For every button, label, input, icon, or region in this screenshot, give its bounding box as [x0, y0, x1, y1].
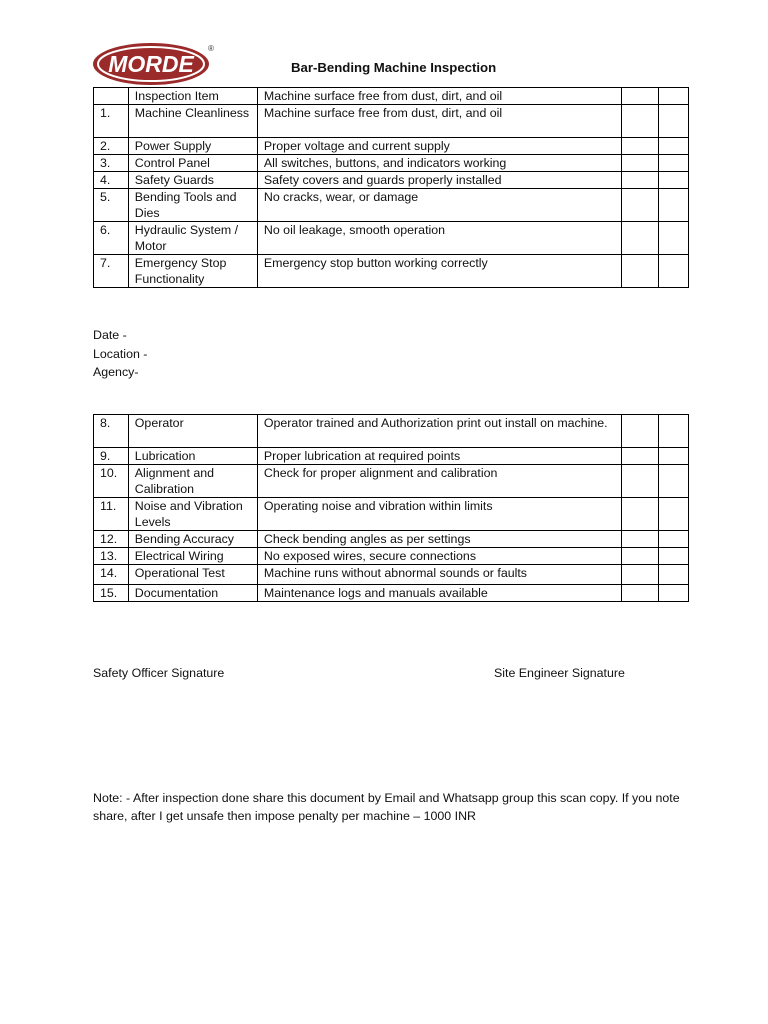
row-num: 7. [94, 255, 129, 288]
row-desc: Machine runs without abnormal sounds or faults [257, 565, 621, 585]
header-num [94, 88, 129, 105]
row-num: 10. [94, 465, 129, 498]
row-desc: No exposed wires, secure connections [257, 548, 621, 565]
row-desc: All switches, buttons, and indicators working [257, 155, 621, 172]
row-check-a [621, 585, 658, 602]
inspection-meta [93, 326, 147, 382]
row-check-a [621, 105, 658, 138]
row-num: 2. [94, 138, 129, 155]
row-item: Noise and Vibration Levels [128, 498, 257, 531]
row-item: Alignment and Calibration [128, 465, 257, 498]
table-header-row [94, 88, 689, 105]
row-check-a [621, 498, 658, 531]
row-item: Bending Tools and Dies [128, 189, 257, 222]
table-row [94, 548, 689, 565]
row-item: Power Supply [128, 138, 257, 155]
row-item: Control Panel [128, 155, 257, 172]
table-row [94, 498, 689, 531]
row-desc: No oil leakage, smooth operation [257, 222, 621, 255]
row-desc: Proper lubrication at required points [257, 448, 621, 465]
row-desc: Safety covers and guards properly installed [257, 172, 621, 189]
table-row [94, 222, 689, 255]
logo-registered-mark: ® [208, 44, 214, 53]
row-num: 13. [94, 548, 129, 565]
row-check-b [658, 531, 688, 548]
row-num: 6. [94, 222, 129, 255]
row-check-a [621, 415, 658, 448]
row-desc: Machine surface free from dust, dirt, and oil [257, 105, 621, 138]
row-item: Emergency Stop Functionality [128, 255, 257, 288]
row-check-a [621, 531, 658, 548]
table-row [94, 105, 689, 138]
row-check-b [658, 138, 688, 155]
note-text: Note: - After inspection done share this document by Email and Whatsapp group this scan copy. If you note share, after I get unsafe then impose penalty per machine – 1000 INR [93, 791, 680, 823]
header-desc: Machine surface free from dust, dirt, and oil [257, 88, 621, 105]
row-desc: Proper voltage and current supply [257, 138, 621, 155]
row-desc: Operating noise and vibration within limits [257, 498, 621, 531]
header-check-b [658, 88, 688, 105]
row-check-b [658, 255, 688, 288]
row-desc: Check bending angles as per settings [257, 531, 621, 548]
location-label: Location - [93, 346, 148, 361]
table-row [94, 155, 689, 172]
row-check-a [621, 138, 658, 155]
table-row [94, 172, 689, 189]
row-check-a [621, 222, 658, 255]
row-check-a [621, 172, 658, 189]
row-check-a [621, 565, 658, 585]
row-num: 3. [94, 155, 129, 172]
table-row [94, 448, 689, 465]
row-num: 8. [94, 415, 129, 448]
row-item: Bending Accuracy [128, 531, 257, 548]
table-row [94, 138, 689, 155]
row-num: 12. [94, 531, 129, 548]
row-num: 9. [94, 448, 129, 465]
row-num: 1. [94, 105, 129, 138]
row-desc: Check for proper alignment and calibration [257, 465, 621, 498]
row-check-a [621, 548, 658, 565]
row-num: 15. [94, 585, 129, 602]
row-check-b [658, 465, 688, 498]
row-check-b [658, 155, 688, 172]
row-check-a [621, 448, 658, 465]
table-row [94, 585, 689, 602]
row-check-b [658, 548, 688, 565]
header-item: Inspection Item [128, 88, 257, 105]
table-row [94, 565, 689, 585]
row-check-a [621, 189, 658, 222]
row-item: Documentation [128, 585, 257, 602]
row-check-b [658, 415, 688, 448]
row-check-b [658, 222, 688, 255]
table-row [94, 189, 689, 222]
row-item: Hydraulic System / Motor [128, 222, 257, 255]
row-num: 5. [94, 189, 129, 222]
row-check-b [658, 565, 688, 585]
row-check-b [658, 189, 688, 222]
inspection-table-2 [93, 414, 689, 602]
row-check-a [621, 255, 658, 288]
row-check-b [658, 585, 688, 602]
table-row [94, 465, 689, 498]
logo-text: MORDE [108, 51, 194, 77]
row-item: Lubrication [128, 448, 257, 465]
row-item: Operator [128, 415, 257, 448]
row-item: Safety Guards [128, 172, 257, 189]
row-check-a [621, 155, 658, 172]
page-title: Bar-Bending Machine Inspection [291, 60, 497, 75]
row-desc: Maintenance logs and manuals available [257, 585, 621, 602]
inspection-table-1 [93, 87, 689, 288]
row-check-b [658, 172, 688, 189]
row-num: 14. [94, 565, 129, 585]
date-label: Date - [93, 328, 127, 342]
table-row [94, 415, 689, 448]
row-item: Machine Cleanliness [128, 105, 257, 138]
row-check-b [658, 448, 688, 465]
row-item: Operational Test [128, 565, 257, 585]
agency-label: Agency- [93, 365, 139, 379]
table-row [94, 531, 689, 548]
row-item: Electrical Wiring [128, 548, 257, 565]
row-check-b [658, 498, 688, 531]
row-desc: Operator trained and Authorization print out install on machine. [257, 415, 621, 448]
row-num: 11. [94, 498, 129, 531]
safety-officer-signature-label: Safety Officer Signature [93, 666, 225, 680]
header-check-a [621, 88, 658, 105]
table-row [94, 255, 689, 288]
row-desc: No cracks, wear, or damage [257, 189, 621, 222]
row-num: 4. [94, 172, 129, 189]
morde-logo [92, 41, 214, 87]
row-desc: Emergency stop button working correctly [257, 255, 621, 288]
row-check-a [621, 465, 658, 498]
row-check-b [658, 105, 688, 138]
site-engineer-signature-label: Site Engineer Signature [494, 666, 625, 680]
